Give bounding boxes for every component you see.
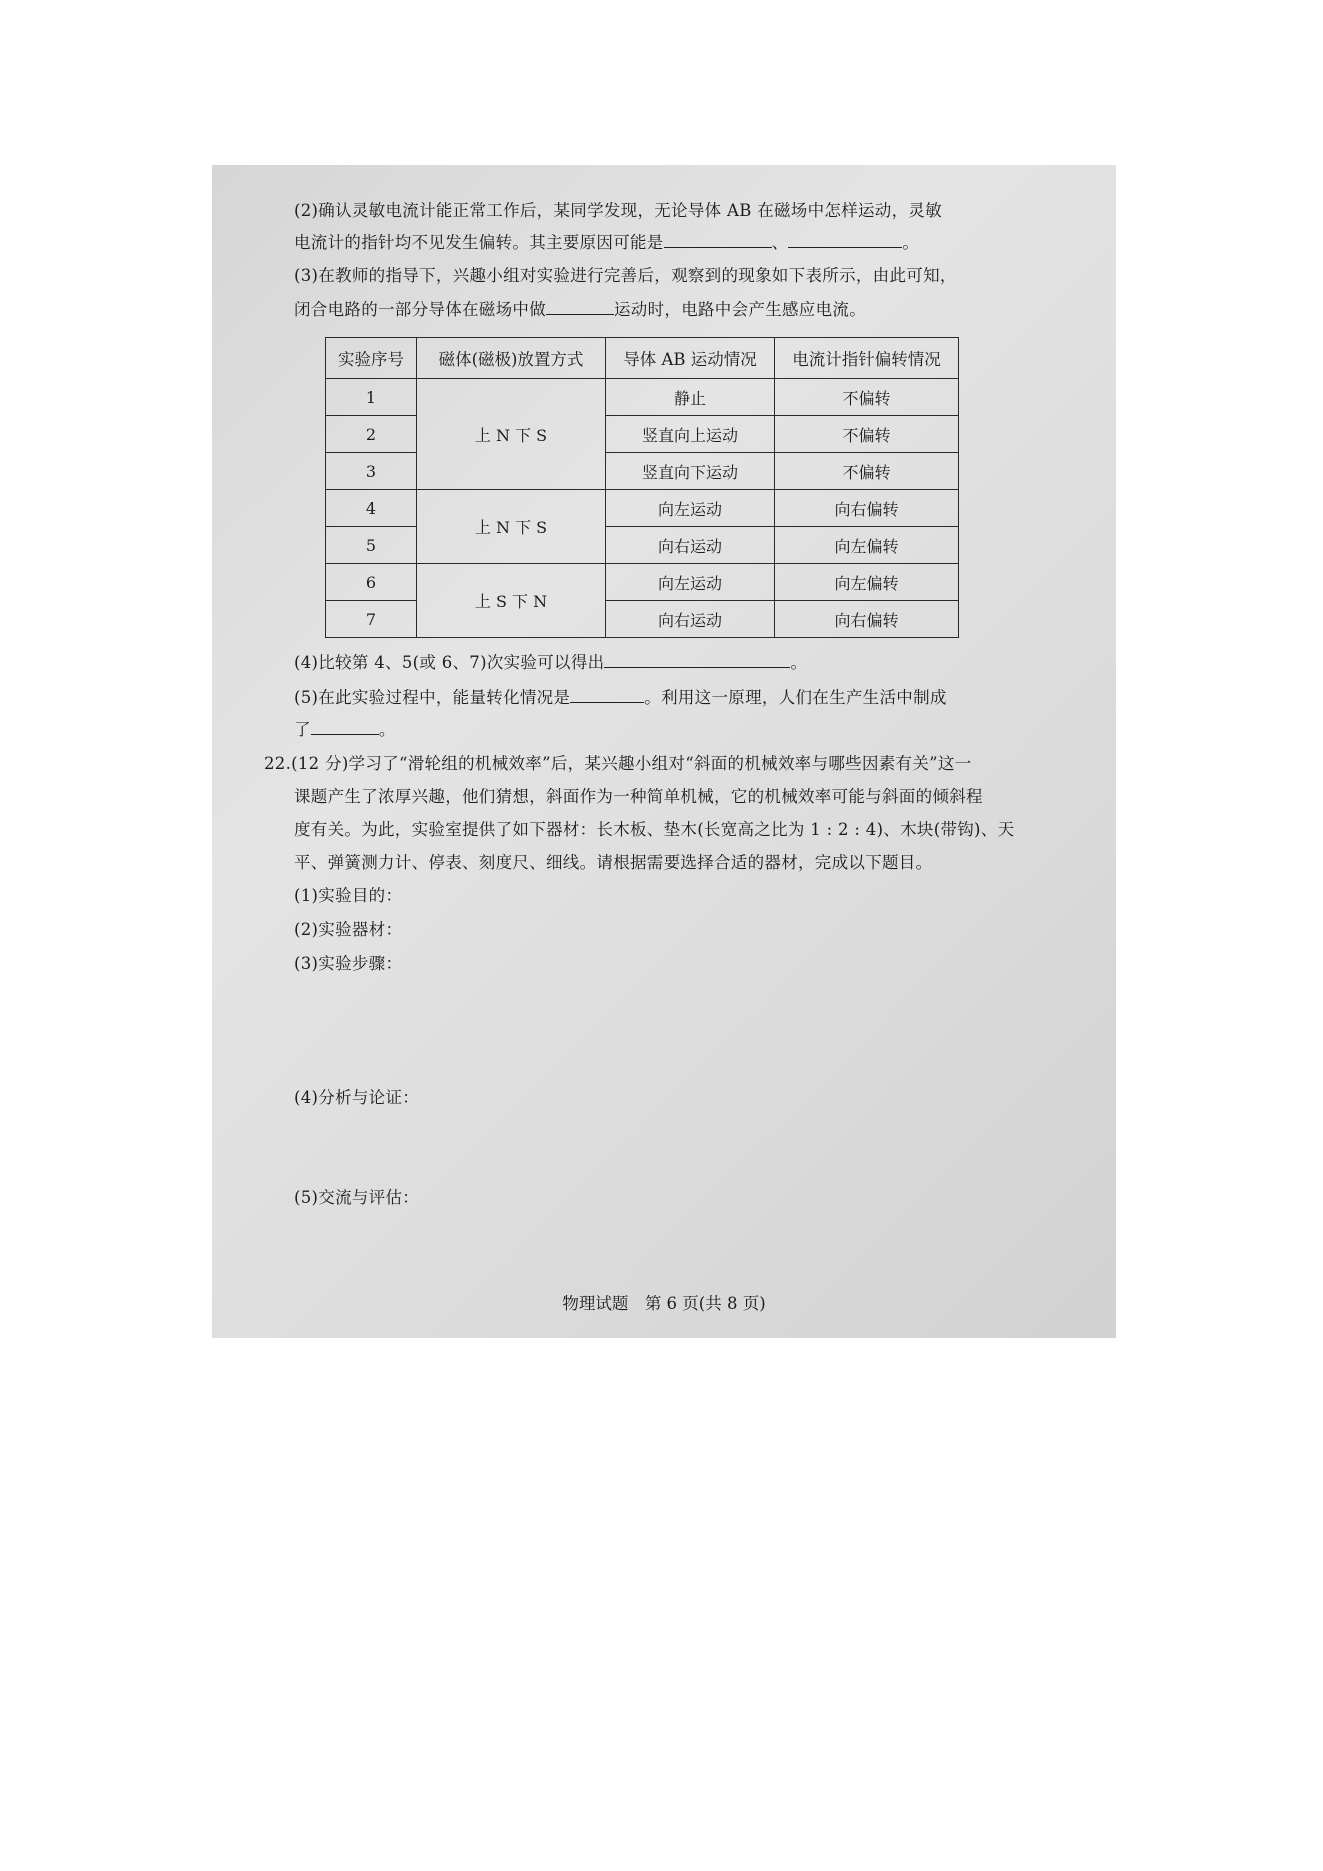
magnet-placement: 上 N 下 S [417, 490, 606, 564]
q21-part5-text-a: (5)在此实验过程中，能量转化情况是 [294, 688, 571, 707]
q21-part2-line1: (2)确认灵敏电流计能正常工作后，某同学发现，无论导体 AB 在磁场中怎样运动，灵敏 [294, 201, 943, 220]
q22-item-evaluation: (5)交流与评估： [294, 1188, 420, 1207]
scanned-exam-page [212, 165, 1116, 1338]
answer-blank [664, 231, 772, 248]
q21-part4-text: (4)比较第 4、5(或 6、7)次实验可以得出 [294, 653, 605, 672]
needle-deflection: 向右偏转 [775, 601, 959, 638]
needle-deflection: 不偏转 [775, 416, 959, 453]
q22-item-purpose: (1)实验目的： [294, 886, 403, 905]
table-row [326, 379, 959, 416]
answer-blank [788, 231, 902, 248]
page-footer: 物理试题 第 6 页(共 8 页) [562, 1294, 766, 1313]
q21-part2-text: 电流计的指针均不见发生偏转。其主要原因可能是 [294, 233, 664, 252]
needle-deflection: 不偏转 [775, 379, 959, 416]
q22-line1: 22.(12 分)学习了“滑轮组的机械效率”后，某兴趣小组对“斜面的机械效率与哪些因素有关”这一 [264, 754, 972, 773]
q22-item-equipment: (2)实验器材： [294, 920, 403, 939]
answer-blank [604, 651, 790, 668]
trial-no: 7 [326, 601, 417, 638]
conductor-motion: 竖直向上运动 [606, 416, 775, 453]
table-row [326, 564, 959, 601]
experiment-table [325, 337, 959, 638]
needle-deflection: 向左偏转 [775, 564, 959, 601]
answer-blank [311, 718, 379, 735]
trial-no: 6 [326, 564, 417, 601]
q21-part4-line [294, 651, 807, 674]
q21-part2-line2 [294, 231, 919, 254]
period: 。 [378, 720, 396, 739]
q21-part3-line1: (3)在教师的指导下，兴趣小组对实验进行完善后，观察到的现象如下表所示，由此可知， [294, 266, 957, 285]
table-header-row [326, 338, 959, 379]
conductor-motion: 竖直向下运动 [606, 453, 775, 490]
q21-part5-line1 [294, 686, 947, 709]
q22-line4: 平、弹簧测力计、停表、刻度尺、细线。请根据需要选择合适的器材，完成以下题目。 [294, 853, 933, 872]
q22-line2: 课题产生了浓厚兴趣，他们猜想，斜面作为一种简单机械，它的机械效率可能与斜面的倾斜程 [294, 787, 983, 806]
answer-blank [570, 686, 644, 703]
trial-no: 1 [326, 379, 417, 416]
trial-no: 5 [326, 527, 417, 564]
needle-deflection: 向右偏转 [775, 490, 959, 527]
header-trial-no: 实验序号 [326, 338, 417, 379]
separator: 、 [771, 233, 789, 252]
period: 。 [902, 233, 920, 252]
q22-line3: 度有关。为此，实验室提供了如下器材：长木板、垫木(长宽高之比为 1 : 2 : 4)、木块(带钩)、天 [294, 820, 1015, 839]
conductor-motion: 静止 [606, 379, 775, 416]
q21-part3-line2 [294, 298, 866, 321]
needle-deflection: 向左偏转 [775, 527, 959, 564]
conductor-motion: 向左运动 [606, 564, 775, 601]
period: 。 [790, 653, 808, 672]
q21-part5-line2 [294, 718, 396, 741]
conductor-motion: 向右运动 [606, 527, 775, 564]
q22-item-analysis: (4)分析与论证： [294, 1088, 420, 1107]
q21-part3-text-a: 闭合电路的一部分导体在磁场中做 [294, 300, 546, 319]
q21-part5-text-c: 了 [294, 720, 311, 739]
needle-deflection: 不偏转 [775, 453, 959, 490]
trial-no: 3 [326, 453, 417, 490]
magnet-placement: 上 N 下 S [417, 379, 606, 490]
q21-part3-text-b: 运动时，电路中会产生感应电流。 [614, 300, 866, 319]
header-conductor-motion: 导体 AB 运动情况 [606, 338, 775, 379]
header-magnet-placement: 磁体(磁极)放置方式 [417, 338, 606, 379]
magnet-placement: 上 S 下 N [417, 564, 606, 638]
header-needle-deflection: 电流计指针偏转情况 [775, 338, 959, 379]
conductor-motion: 向右运动 [606, 601, 775, 638]
trial-no: 4 [326, 490, 417, 527]
table-row [326, 490, 959, 527]
conductor-motion: 向左运动 [606, 490, 775, 527]
trial-no: 2 [326, 416, 417, 453]
q22-item-procedure: (3)实验步骤： [294, 954, 403, 973]
q21-part5-text-b: 。利用这一原理，人们在生产生活中制成 [644, 688, 947, 707]
answer-blank [546, 298, 614, 315]
